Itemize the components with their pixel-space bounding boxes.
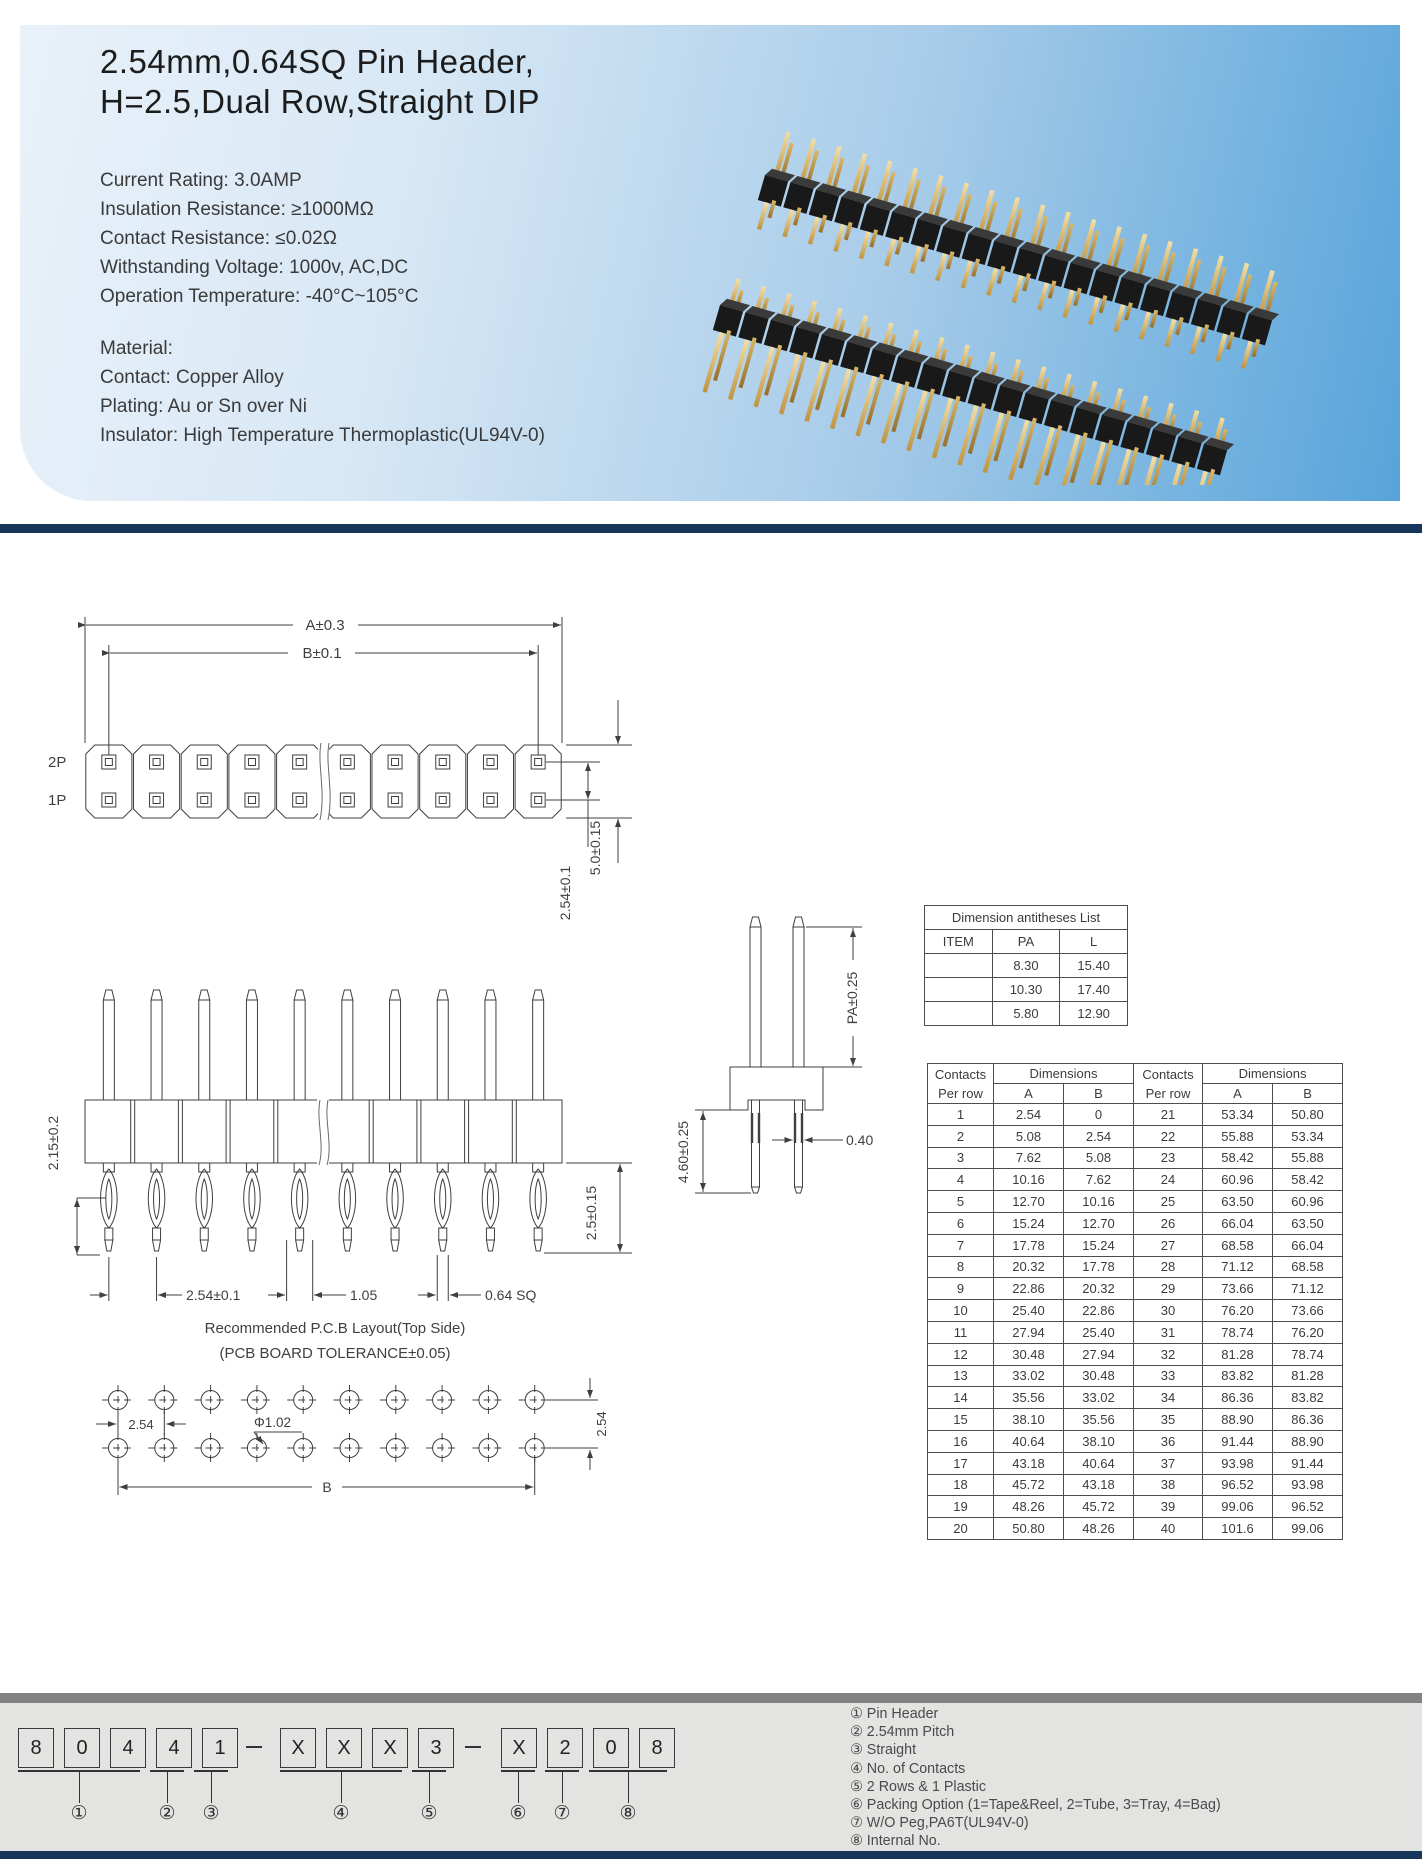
dim-tail-length-label: 4.60±0.25	[675, 1120, 691, 1184]
table-row: 8.30 15.40	[925, 954, 1128, 978]
pcb-pitch-v-label: 2.54	[594, 1411, 609, 1437]
table-row: 2 5.08 2.54 22 55.88 53.34	[928, 1125, 1343, 1147]
pcb-hole-dia-label: Φ1.02	[254, 1415, 292, 1430]
table-row: 4 10.16 7.62 24 60.96 58.42	[928, 1169, 1343, 1191]
dim-body-label: 2.15±0.2	[45, 1115, 61, 1171]
part-number-box: 8	[18, 1728, 54, 1768]
pcb-title-line2: (PCB BOARD TOLERANCE±0.05)	[219, 1345, 451, 1362]
contacts-dimensions-table: Contacts Per row Dimensions Contacts Per row Dimensions A B A B 1 2.54 0 21 53.34 50.80 2 5.08 2.54 22 55.88 53.34 3 7.62 5.08 23 58.42 55.88 4 10.16 7.62 24 60.96 58.42 5 12.70 10.16 25 63.50 60.96 6 15.24 12.70 26 66.04 63.50 7 17.78 15.24 27 68.58 66.04 8 20.32 17.78 28 71.12 68.58 9 22.86 20.32 29 73.66 71.12 10 25.40 22.86 30 76.20 73.66 11 27.94 25.40 31 78.74 76.20 12 30.48 27.94 32 81.28 78.74 13 33.02 30.48 33 83.82 81.28 14 35.56 33.02 34 86.36 83.82 15 38.10 35.56 35 88.90 86.36 16 40.64 38.10 36 91.44 88.90 17 43.18 40.64 37 93.98 91.44 18 45.72 43.18 38 96.52 93.98 19 48.26 45.72 39 99.06 96.52 20 50.80 48.26 40 101.6 99.06	[927, 1063, 1343, 1540]
table-row: 11 27.94 25.40 31 78.74 76.20	[928, 1321, 1343, 1343]
dim-pin-label: 0.64 SQ	[485, 1287, 537, 1303]
legend-item: ⑤ 2 Rows & 1 Plastic	[850, 1778, 986, 1795]
footer-top-bar	[0, 1693, 1422, 1703]
spec-line: Contact Resistance: ≤0.02Ω	[100, 228, 337, 249]
dim-list-title: Dimension antitheses List	[925, 906, 1128, 930]
part-number-dash-1	[246, 1746, 262, 1748]
part-number-box: X	[326, 1728, 362, 1768]
col-item: ITEM	[925, 930, 993, 954]
callout-number: ⑤	[420, 1803, 438, 1824]
col-pa: PA	[992, 930, 1060, 954]
table-row: 17 43.18 40.64 37 93.98 91.44	[928, 1452, 1343, 1474]
top-front-view-drawing	[40, 595, 660, 1315]
callout-number: ⑥	[509, 1803, 527, 1824]
row-1p-label: 1P	[48, 792, 67, 809]
col-l: L	[1060, 930, 1128, 954]
page-title	[100, 42, 540, 122]
table-row: 10.30 17.40	[925, 978, 1128, 1002]
table-row: 20 50.80 48.26 40 101.6 99.06	[928, 1518, 1343, 1540]
spec-list	[100, 166, 419, 311]
callout-number: ⑧	[619, 1803, 637, 1824]
row-2p-label: 2P	[48, 754, 67, 771]
material-line: Plating: Au or Sn over Ni	[100, 396, 307, 417]
side-view-drawing	[660, 900, 960, 1210]
table-row: 16 40.64 38.10 36 91.44 88.90	[928, 1430, 1343, 1452]
table-row: 14 35.56 33.02 34 86.36 83.82	[928, 1387, 1343, 1409]
footer-bottom-bar	[0, 1851, 1422, 1859]
title-line1: 2.54mm,0.64SQ Pin Header,	[100, 43, 535, 80]
title-line2: H=2.5,Dual Row,Straight DIP	[100, 83, 540, 120]
table-row: 19 48.26 45.72 39 99.06 96.52	[928, 1496, 1343, 1518]
callout-leader	[341, 1771, 342, 1803]
table-row: 7 17.78 15.24 27 68.58 66.04	[928, 1234, 1343, 1256]
part-number-box: 1	[202, 1728, 238, 1768]
dim-b-label: B±0.1	[302, 645, 342, 662]
section-divider	[0, 524, 1422, 533]
table-row: 6 15.24 12.70 26 66.04 63.50	[928, 1212, 1343, 1234]
callout-leader	[562, 1771, 563, 1803]
dim-row-pitch-label: 2.54±0.1	[557, 865, 573, 921]
spec-line: Operation Temperature: -40°C~105°C	[100, 286, 419, 307]
part-number-box: X	[501, 1728, 537, 1768]
table-row: 9 22.86 20.32 29 73.66 71.12	[928, 1278, 1343, 1300]
part-number-legend	[850, 1705, 1221, 1851]
legend-item: ⑥ Packing Option (1=Tape&Reel, 2=Tube, 3=Tray, 4=Bag)	[850, 1797, 1221, 1814]
part-number-box: X	[280, 1728, 316, 1768]
part-number-group-1	[18, 1728, 238, 1768]
part-number-box: 0	[593, 1728, 629, 1768]
dim-kink-label: 1.05	[350, 1287, 378, 1303]
part-number-box: 0	[64, 1728, 100, 1768]
part-number-dash-2	[465, 1746, 481, 1748]
spec-line: Insulation Resistance: ≥1000MΩ	[100, 199, 374, 220]
header-dimensions-left: Dimensions	[994, 1064, 1134, 1084]
material-line: Insulator: High Temperature Thermoplastic(UL94V-0)	[100, 425, 545, 446]
callout-leader	[79, 1771, 80, 1803]
callout-number: ③	[202, 1803, 220, 1824]
table-row: 15 38.10 35.56 35 88.90 86.36	[928, 1409, 1343, 1431]
header-contacts-right: Contacts Per row	[1134, 1064, 1203, 1104]
table-row: 3 7.62 5.08 23 58.42 55.88	[928, 1147, 1343, 1169]
legend-item: ③ Straight	[850, 1742, 917, 1759]
material-title: Material:	[100, 338, 173, 359]
legend-item: ② 2.54mm Pitch	[850, 1724, 955, 1741]
part-number-box: X	[372, 1728, 408, 1768]
spec-line: Current Rating: 3.0AMP	[100, 170, 302, 191]
pcb-title-line1: Recommended P.C.B Layout(Top Side)	[204, 1320, 466, 1337]
material-list	[100, 334, 545, 450]
dim-pitch-label: 2.54±0.1	[186, 1287, 241, 1303]
table-row: 18 45.72 43.18 38 96.52 93.98	[928, 1474, 1343, 1496]
product-photo	[690, 55, 1410, 485]
callout-number: ①	[70, 1803, 88, 1824]
part-number-box: 2	[547, 1728, 583, 1768]
dim-thickness-label: 0.40	[846, 1132, 874, 1148]
dim-tail-label: 2.5±0.15	[583, 1185, 599, 1241]
dim-pa-label: PA±0.25	[844, 971, 860, 1025]
table-row: 1 2.54 0 21 53.34 50.80	[928, 1104, 1343, 1126]
pcb-pitch-h-label: 2.54	[128, 1417, 154, 1432]
header-contacts-left: Contacts Per row	[928, 1064, 994, 1104]
part-number-box: 4	[156, 1728, 192, 1768]
legend-item: ⑧ Internal No.	[850, 1833, 941, 1850]
table-row: 5.80 12.90	[925, 1002, 1128, 1026]
part-number-box: 8	[639, 1728, 675, 1768]
pcb-b-label: B	[322, 1479, 332, 1495]
legend-item: ⑦ W/O Peg,PA6T(UL94V-0)	[850, 1815, 1029, 1832]
part-number-box: 3	[418, 1728, 454, 1768]
part-number-box: 4	[110, 1728, 146, 1768]
table-row: 8 20.32 17.78 28 71.12 68.58	[928, 1256, 1343, 1278]
callout-leader	[211, 1771, 212, 1803]
callout-number: ④	[332, 1803, 350, 1824]
table-row: 13 33.02 30.48 33 83.82 81.28	[928, 1365, 1343, 1387]
spec-line: Withstanding Voltage: 1000v, AC,DC	[100, 257, 409, 278]
pcb-layout-drawing	[50, 1305, 630, 1520]
dimension-list-table	[924, 905, 1128, 1026]
legend-item: ① Pin Header	[850, 1706, 939, 1722]
part-number-group-3	[501, 1728, 675, 1768]
callout-leader	[518, 1771, 519, 1803]
callout-number: ②	[158, 1803, 176, 1824]
table-row: 12 30.48 27.94 32 81.28 78.74	[928, 1343, 1343, 1365]
table-row: 10 25.40 22.86 30 76.20 73.66	[928, 1300, 1343, 1322]
callout-leader	[628, 1771, 629, 1803]
legend-item: ④ No. of Contacts	[850, 1760, 966, 1777]
header-dimensions-right: Dimensions	[1203, 1064, 1343, 1084]
dim-height-label: 5.0±0.15	[587, 820, 603, 876]
callout-leader	[167, 1771, 168, 1803]
dim-a-label: A±0.3	[305, 617, 345, 634]
callout-number: ⑦	[553, 1803, 571, 1824]
part-number-group-2	[280, 1728, 454, 1768]
material-line: Contact: Copper Alloy	[100, 367, 284, 388]
table-row: 5 12.70 10.16 25 63.50 60.96	[928, 1191, 1343, 1213]
callout-leader	[429, 1771, 430, 1803]
